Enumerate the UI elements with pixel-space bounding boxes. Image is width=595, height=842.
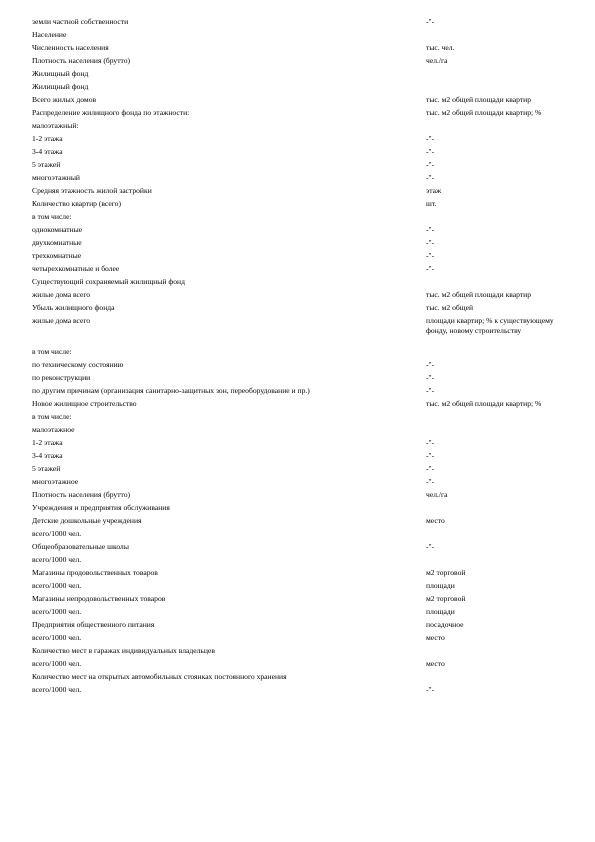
row-label: четырехкомнатные и более: [32, 264, 120, 273]
row-label: Общеобразовательные школы: [32, 542, 129, 551]
row-label: земли частной собственности: [32, 17, 129, 26]
table-row: [32, 386, 572, 398]
table-row: [32, 451, 572, 463]
table-row: [32, 529, 572, 541]
table-row: [32, 121, 572, 133]
section-heading-row: [32, 69, 572, 81]
table-row: [32, 399, 572, 411]
table-row: [32, 373, 572, 385]
table-row: [32, 290, 572, 302]
row-unit: м2 торговой: [426, 594, 466, 603]
row-label: всего/1000 чел.: [32, 659, 82, 668]
row-unit: чел./га: [426, 56, 448, 65]
row-label: Жилищный фонд: [32, 82, 89, 91]
row-label: Детские дошкольные учреждения: [32, 516, 142, 525]
row-label: Плотность населения (брутто): [32, 56, 131, 65]
row-label: Убыль жилищного фонда: [32, 303, 115, 312]
table-row: [32, 316, 572, 346]
row-label: Население: [32, 30, 67, 39]
row-label: Численность населения: [32, 43, 109, 52]
row-unit: -"-: [426, 451, 435, 460]
row-label: Магазины непродовольственных товаров: [32, 594, 166, 603]
row-unit: -"-: [426, 477, 435, 486]
row-unit: посадочное: [426, 620, 464, 629]
row-label: Количество мест на открытых автомобильных стоянках постоянного хранения: [32, 672, 287, 681]
row-label: всего/1000 чел.: [32, 581, 82, 590]
table-row: [32, 199, 572, 211]
row-unit: шт.: [426, 199, 437, 208]
row-unit: место: [426, 516, 445, 525]
table-row: [32, 672, 572, 684]
row-label: Существующий сохраняемый жилищный фонд: [32, 277, 185, 286]
row-label: трехкомнатные: [32, 251, 82, 260]
section-heading-row: [32, 82, 572, 94]
table-row: [32, 160, 572, 172]
table-row: [32, 607, 572, 619]
table-row: [32, 360, 572, 372]
row-label: жилые дома всего: [32, 316, 91, 325]
table-row: [32, 425, 572, 437]
row-label: Количество квартир (всего): [32, 199, 122, 208]
row-label: по реконструкции: [32, 373, 91, 382]
table-row: [32, 186, 572, 198]
row-label: всего/1000 чел.: [32, 555, 82, 564]
row-unit: -"-: [426, 134, 435, 143]
table-row: [32, 685, 572, 697]
table-row: [32, 620, 572, 632]
table-row: [32, 347, 572, 359]
row-label: Всего жилых домов: [32, 95, 97, 104]
table-row: [32, 633, 572, 645]
row-label: малоэтажное: [32, 425, 75, 434]
row-unit: -"-: [426, 542, 435, 551]
section-heading-row: [32, 277, 572, 289]
row-unit: м2 торговой: [426, 568, 466, 577]
table-row: [32, 134, 572, 146]
row-label: 3-4 этажа: [32, 451, 63, 460]
row-unit: тыс. м2 общей площади квартир: [426, 290, 532, 299]
row-label: всего/1000 чел.: [32, 529, 82, 538]
row-unit: площади: [426, 607, 455, 616]
table-row: [32, 516, 572, 528]
row-unit: -"-: [426, 238, 435, 247]
table-row: [32, 251, 572, 263]
section-heading-row: [32, 503, 572, 515]
row-unit: место: [426, 633, 445, 642]
row-unit: тыс. м2 общей площади квартир; %: [426, 108, 542, 117]
row-label: Плотность населения (брутто): [32, 490, 131, 499]
table-row: [32, 542, 572, 554]
table-row: [32, 225, 572, 237]
row-unit: -"-: [426, 173, 435, 182]
row-label: многоэтажное: [32, 477, 79, 486]
row-label: Средняя этажность жилой застройки: [32, 186, 152, 195]
table-row: [32, 17, 572, 29]
table-row: [32, 464, 572, 476]
row-label: 3-4 этажа: [32, 147, 63, 156]
row-unit: тыс. чел.: [426, 43, 455, 52]
table-row: [32, 555, 572, 567]
table-row: [32, 438, 572, 450]
row-label: жилые дома всего: [32, 290, 91, 299]
table-row: [32, 490, 572, 502]
table-row: [32, 646, 572, 658]
row-label: всего/1000 чел.: [32, 685, 82, 694]
table-row: [32, 212, 572, 224]
row-label: 1-2 этажа: [32, 134, 63, 143]
row-unit: -"-: [426, 264, 435, 273]
row-label: всего/1000 чел.: [32, 633, 82, 642]
table-row: [32, 412, 572, 424]
table-row: [32, 581, 572, 593]
row-unit: -"-: [426, 160, 435, 169]
row-unit: -"-: [426, 147, 435, 156]
table-row: [32, 56, 572, 68]
row-unit: место: [426, 659, 445, 668]
table-row: [32, 43, 572, 55]
row-label: Предприятия общественного питания: [32, 620, 155, 629]
row-unit: -"-: [426, 464, 435, 473]
row-unit: -"-: [426, 251, 435, 260]
row-label: малоэтажный:: [32, 121, 79, 130]
row-unit: площади: [426, 581, 455, 590]
table-row: [32, 659, 572, 671]
row-label: Жилищный фонд: [32, 69, 89, 78]
row-unit: чел./га: [426, 490, 448, 499]
row-label: 1-2 этажа: [32, 438, 63, 447]
row-unit: -"-: [426, 17, 435, 26]
table-row: [32, 568, 572, 580]
row-label: Количество мест в гаражах индивидуальных владельцев: [32, 646, 215, 655]
row-unit: этаж: [426, 186, 442, 195]
section-heading-row: [32, 30, 572, 42]
row-unit: -"-: [426, 438, 435, 447]
table-row: [32, 477, 572, 489]
table-row: [32, 303, 572, 315]
row-label: Учреждения и предприятия обслуживания: [32, 503, 170, 512]
table-row: [32, 95, 572, 107]
row-label: в том числе:: [32, 347, 72, 356]
table-row: [32, 264, 572, 276]
table-row: [32, 147, 572, 159]
row-label: Новое жилищное строительство: [32, 399, 137, 408]
row-label: в том числе:: [32, 412, 72, 421]
table-row: [32, 594, 572, 606]
row-label: всего/1000 чел.: [32, 607, 82, 616]
row-unit: тыс. м2 общей: [426, 303, 474, 312]
row-unit: тыс. м2 общей площади квартир: [426, 95, 532, 104]
row-label: однокомнатные: [32, 225, 83, 234]
table-row: [32, 238, 572, 250]
table-row: [32, 108, 572, 120]
row-label: многоэтажный: [32, 173, 80, 182]
row-unit: -"-: [426, 386, 435, 395]
row-label: двухкомнатные: [32, 238, 82, 247]
table-row: [32, 173, 572, 185]
row-unit: -"-: [426, 373, 435, 382]
row-label: 5 этажей: [32, 464, 61, 473]
row-unit: тыс. м2 общей площади квартир; %: [426, 399, 542, 408]
row-label: 5 этажей: [32, 160, 61, 169]
row-unit: -"-: [426, 225, 435, 234]
row-label: по техническому состоянию: [32, 360, 124, 369]
row-unit: -"-: [426, 360, 435, 369]
row-label: по другим причинам (организация санитарно-защитных зон, переоборудование и пр.): [32, 386, 310, 395]
row-label: Распределение жилищного фонда по этажности:: [32, 108, 190, 117]
row-unit: -"-: [426, 685, 435, 694]
row-unit: площади квартир; % к существующему фонду, новому строительству: [426, 316, 554, 335]
row-label: Магазины продовольственных товаров: [32, 568, 158, 577]
row-label: в том числе:: [32, 212, 72, 221]
